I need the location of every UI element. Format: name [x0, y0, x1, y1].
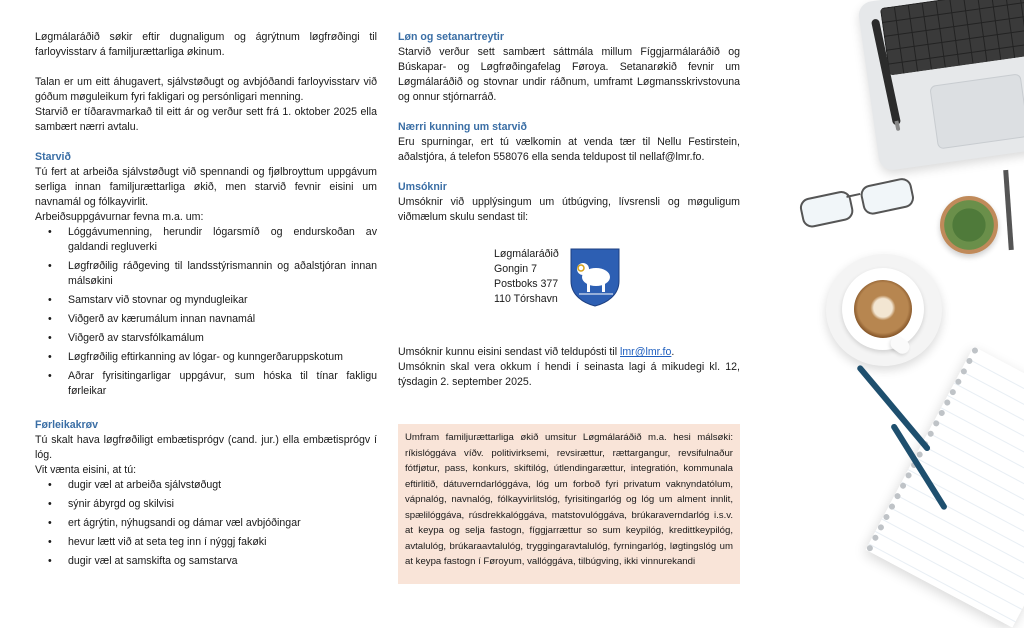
pencil-icon	[1003, 170, 1014, 250]
notebook-image	[866, 346, 1024, 627]
tasks-list	[35, 225, 377, 399]
keyboard-image	[880, 0, 1024, 76]
ram-crest-icon	[569, 247, 621, 307]
desk-photo	[770, 0, 1024, 576]
forleikakrov-text: Tú skalt hava løgfrøðiligt embætisprógv (cand. jur.) ella embætisprógv í lóg.	[35, 434, 377, 461]
left-column	[35, 30, 377, 573]
pen-icon	[856, 364, 931, 452]
list-item: • dugir væl at arbeiða sjálvstøðugt	[35, 478, 377, 493]
starvid-text: Tú fert at arbeiða sjálvstøðugt við spennandi og fjølbroyttum uppgávum serliga innan familjurættarliga økið, men starvið fevnir eisini um navnamál og fólkayvirlit.	[35, 166, 377, 208]
list-item: • Løgfrøðilig eftirkanning av lógar- og kunngerðaruppskotum	[35, 350, 377, 365]
list-item: • Viðgerð av starvsfólkamálum	[35, 331, 377, 346]
list-item: • hevur lætt við at seta teg inn í nýggj fakøki	[35, 535, 377, 550]
forleikakrov-heading: Førleikakrøv	[35, 419, 99, 431]
umsoknir-text: Umsóknir við upplýsingum um útbúgving, lívsrensli og møguligum viðmælum skulu sendast til:	[398, 196, 740, 223]
period-paragraph: Starvið er tíðaravmarkað til eitt ár og verður sett frá 1. oktober 2025 ella sambært nærri avtalu.	[35, 106, 377, 133]
kunning-text: Eru spurningar, ert tú vælkomin at venda tær til Nellu Festirstein, aðalstjóra, á telefon 558076 ella senda teldupost til nellaf@lmr.fo.	[398, 136, 740, 163]
address-line: Løgmálaráðið	[494, 248, 559, 260]
umsoknir-heading: Umsóknir	[398, 181, 447, 193]
email-prefix: Umsóknir kunnu eisini sendast við teldupósti til	[398, 346, 620, 358]
notice-text: Umfram familjurættarliga økið umsitur Løgmálaráðið m.a. hesi málsøki: ríkislóggáva víðv. politivirksemi, revsirættur, rættargangur, revsifulnaður fótfjøtur, pass, konkurs, skiftilóg, útlendingarættur, integratión, kommunala eftirlitið, dátuverndarlóggáva, lóg um forboð fyri privatum vaknyndatólum, vápnalóg, navnalóg, fólkayvirlitslóg, fyrisitingarlóg og lóg um alment innlit, spælilóggáva, rúsdrekkalóggáva, matstovulóggáva, brúkaraverndarlóg i.s.v. at keypa og selja fastogn, fíggjarrættur so sum keypilóg, kredittkeypilóg, avtalulóg, brúkaraavtalulóg, tryggingaravtalulóg, fyrningarlóg, løgtingslóg um at keypa fastogn í Føroyum, vallóggáva, tilbúgving, ikki vinnurekandi	[405, 432, 733, 567]
lon-heading: Løn og setanartreytir	[398, 31, 504, 43]
notice-box	[398, 424, 740, 584]
list-item: • Lóggávumenning, herundir lógarsmíð og endurskoðan av galdandi regluverki	[35, 225, 377, 255]
middle-column	[398, 30, 740, 390]
address-block	[398, 225, 740, 345]
kunning-heading: Nærri kunning um starvið	[398, 121, 527, 133]
expectations-list	[35, 478, 377, 569]
tasks-intro: Arbeiðsuppgávurnar fevna m.a. um:	[35, 211, 204, 223]
lens-right	[859, 176, 916, 216]
postal-address	[494, 247, 559, 307]
email-suffix: .	[671, 346, 675, 358]
list-item: • Samstarv við stovnar og myndugleikar	[35, 293, 377, 308]
list-item: • dugir væl at samskifta og samstarva	[35, 554, 377, 569]
list-item: • sýnir ábyrgd og skilvisi	[35, 497, 377, 512]
deadline-text: Umsóknin skal vera okkum í hendi í seinasta lagi á mikudegi kl. 12, týsdagin 2. september 2025.	[398, 361, 740, 388]
trackpad-image	[929, 73, 1024, 149]
email-link[interactable]: lmr@lmr.fo	[620, 346, 672, 358]
starvid-heading: Starvið	[35, 151, 71, 163]
email-paragraph	[398, 345, 740, 360]
latte-art-image	[854, 280, 912, 338]
description-paragraph: Talan er um eitt áhugavert, sjálvstøðugt og avbjóðandi farloyvisstarv við góðum møguleikum fyri fakligari og persónligari menning.	[35, 76, 377, 103]
address-line: Postboks 377	[494, 278, 559, 290]
address-line: 110 Tórshavn	[494, 293, 558, 305]
glasses-icon	[793, 168, 920, 238]
intro-paragraph: Løgmálaráðið søkir eftir dugnaligum og ágrýtnum løgfrøðingi til farloyvisstarv á familjurættarliga økinum.	[35, 31, 377, 58]
address-line: Gongin 7	[494, 263, 537, 275]
list-item: • Aðrar fyrisitingarligar uppgávur, sum hóska til tínar fakligu førleikar	[35, 369, 377, 399]
cactus-icon	[940, 196, 998, 254]
expect-intro: Vit vænta eisini, at tú:	[35, 464, 137, 476]
list-item: • ert ágrýtin, nýhugsandi og dámar væl avbjóðingar	[35, 516, 377, 531]
list-item: • Løgfrøðilig ráðgeving til landsstýrismannin og aðalstjóran innan málsøkini	[35, 259, 377, 289]
laptop-image	[857, 0, 1024, 172]
list-item: • Viðgerð av kærumálum innan navnamál	[35, 312, 377, 327]
lon-text: Starvið verður sett sambært sáttmála millum Fíggjarmálaráðið og Búskapar- og Løgfrøðingafelag Føroya. Setanarøkið fevnir um Løgmálaráðið og stovnar undir ráðnum, umframt Løgmansskrivstovuna og onnur stjórnarráð.	[398, 46, 740, 103]
